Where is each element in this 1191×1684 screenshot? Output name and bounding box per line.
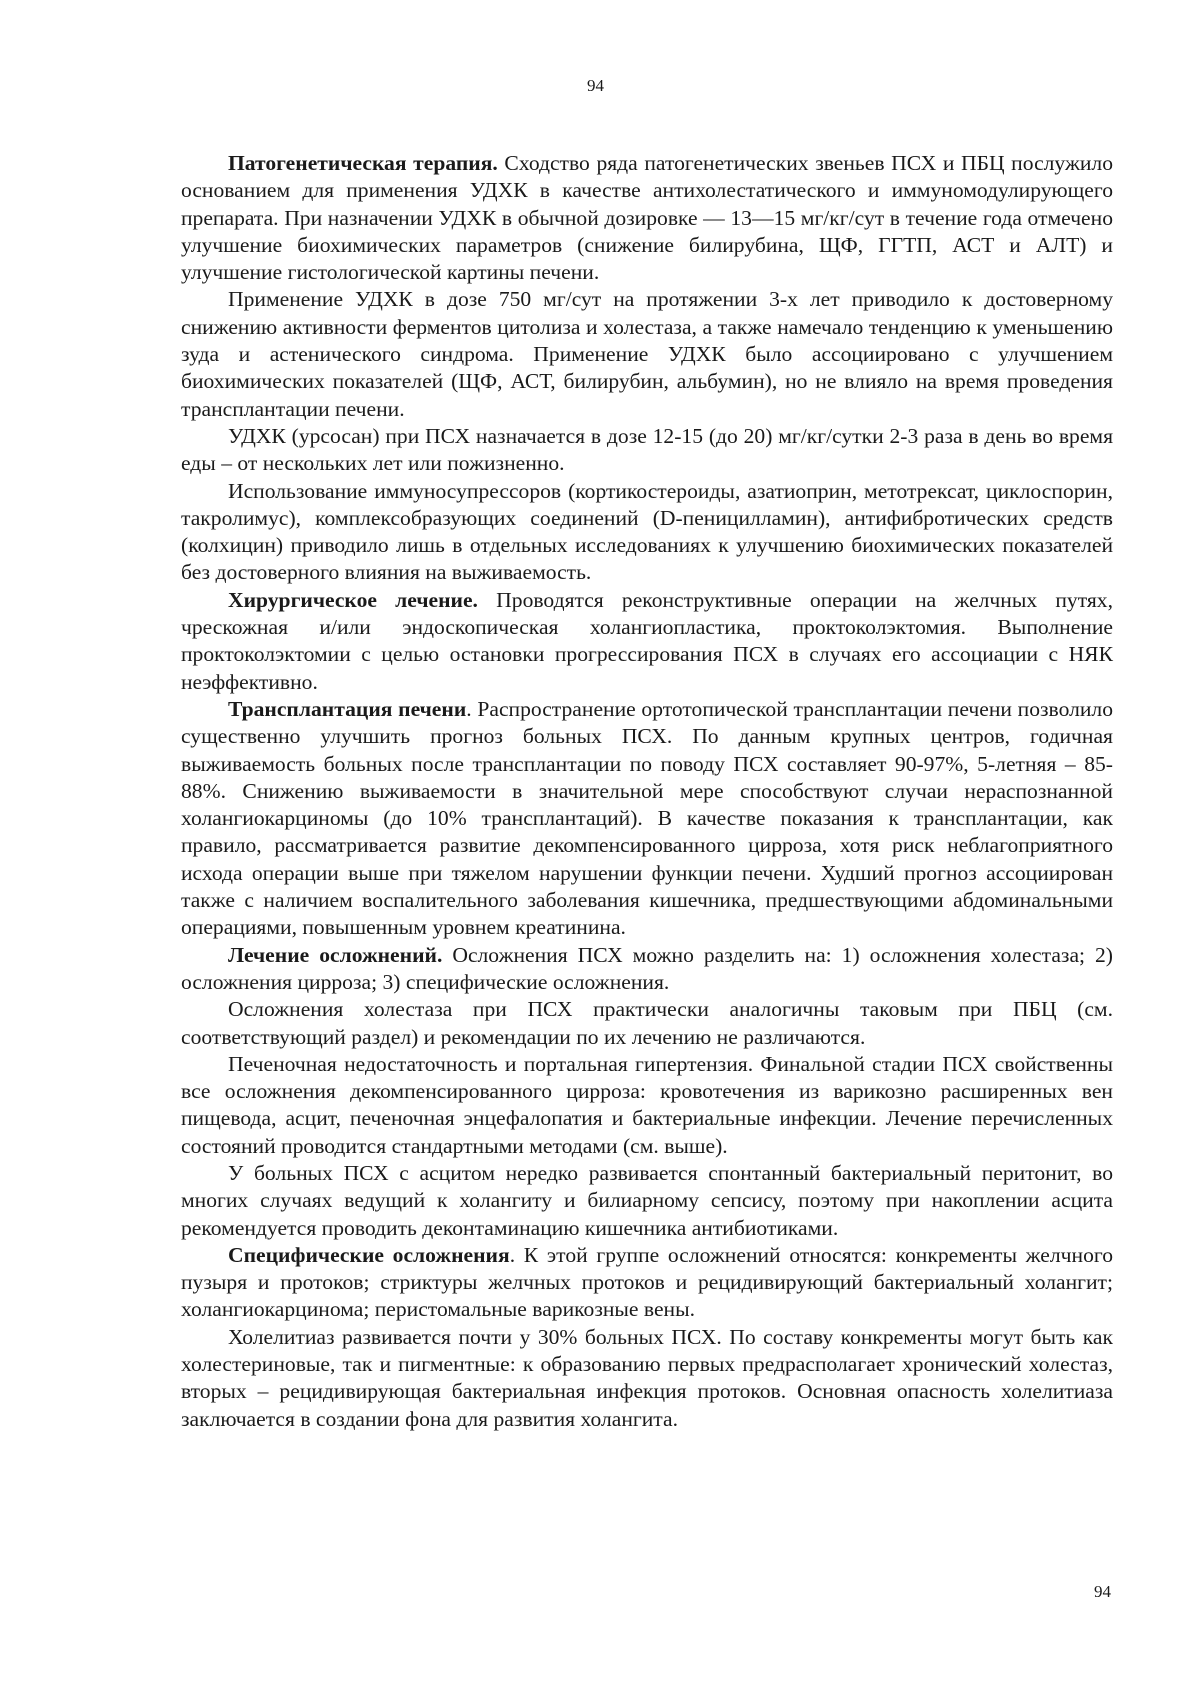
paragraph-text: . К этой группе осложнений относятся: конкременты желчного пузыря и протоков; стриктуры желчных протоков и рецидивирующий бактериальный холангит; холангиокарцинома; перистомальные варикозные вены.	[181, 1242, 1113, 1322]
paragraph-text: Осложнения холестаза при ПСХ практически аналогичны таковым при ПБЦ (см. соответствующий раздел) и рекомендации по их лечению не различаются.	[181, 997, 1113, 1049]
page-number-top: 94	[587, 76, 604, 95]
paragraph-heading: Хирургическое лечение.	[228, 587, 478, 612]
paragraph-liver-transplantation	[181, 696, 1113, 942]
paragraph-heading: Трансплантация печени	[228, 696, 467, 721]
paragraph-udca-750	[181, 286, 1113, 422]
paragraph-text: У больных ПСХ с асцитом нередко развивается спонтанный бактериальный перитонит, во многих случаях ведущий к холангиту и билиарному сепсису, поэтому при накоплении асцита рекомендуется проводить деконтаминацию кишечника антибиотиками.	[181, 1160, 1113, 1240]
paragraph-specific-complications	[181, 1242, 1113, 1324]
paragraph-text: . Распространение ортотопической трансплантации печени позволило существенно улучшить прогноз больных ПСХ. По данным крупных центров, годичная выживаемость больных после трансплантации по поводу ПСХ составляет 90-97%, 5-летняя – 85-88%. Снижению выживаемости в значительной мере способствуют случаи нераспознанной холангиокарциномы (до 10% трансплантаций). В качестве показания к трансплантации, как правило, рассматривается развитие декомпенсированного цирроза, хотя риск неблагоприятного исхода операции выше при тяжелом нарушении функции печени. Худший прогноз ассоциирован также с наличием воспалительного заболевания кишечника, предшествующими абдоминальными операциями, повышенным уровнем креатинина.	[181, 696, 1113, 940]
document-body	[181, 150, 1113, 1433]
paragraph-heading: Лечение осложнений.	[228, 942, 443, 967]
paragraph-pathogenetic-therapy	[181, 150, 1113, 286]
paragraph-text: Использование иммуносупрессоров (кортикостероиды, азатиоприн, метотрексат, циклоспорин, такролимус), комплексобразующих соединений (D-пеницилламин), антифибротических средств (колхицин) приводило лишь в отдельных исследованиях к улучшению биохимических показателей без достоверного влияния на выживаемость.	[181, 478, 1113, 585]
paragraph-text: Проводятся реконструктивные операции на желчных путях, чрескожная и/или эндоскопическая холангиопластика, проктоколэктомия. Выполнение проктоколэктомии с целью остановки прогрессирования ПСХ в случаях его ассоциации с НЯК неэффективно.	[181, 587, 1113, 694]
paragraph-peritonitis	[181, 1160, 1113, 1242]
paragraph-complications-treatment	[181, 942, 1113, 997]
paragraph-surgical-treatment	[181, 587, 1113, 696]
paragraph-text: Осложнения ПСХ можно разделить на: 1) осложнения холестаза; 2) осложнения цирроза; 3) специфические осложнения.	[181, 942, 1114, 994]
paragraph-heading: Специфические осложнения	[228, 1242, 510, 1267]
paragraph-heading: Патогенетическая терапия.	[228, 151, 498, 175]
paragraph-text: Сходство ряда патогенетических звеньев ПСХ и ПБЦ послужило основанием для применения УДХК в качестве антихолестатического и иммуномодулирующего препарата. При назначении УДХК в обычной дозировке — 13—15 мг/кг/сут в течение года отмечено улучшение биохимических параметров (снижение билирубина, ЩФ, ГГТП, АСТ и АЛТ) и улучшение гистологической картины печени.	[181, 151, 1113, 285]
paragraph-text: УДХК (урсосан) при ПСХ назначается в дозе 12-15 (до 20) мг/кг/сутки 2-3 раза в день во время еды – от нескольких лет или пожизненно.	[181, 423, 1113, 476]
paragraph-liver-failure	[181, 1051, 1113, 1160]
paragraph-cholelithiasis	[181, 1324, 1113, 1433]
paragraph-text: Холелитиаз развивается почти у 30% больных ПСХ. По составу конкременты могут быть как холестериновые, так и пигментные: к образованию первых предрасполагает хронический холестаз, вторых – рецидивирующая бактериальная инфекция протоков. Основная опасность холелитиаза заключается в создании фона для развития холангита.	[181, 1324, 1113, 1431]
paragraph-cholestasis-complications	[181, 996, 1113, 1051]
page-number-bottom: 94	[1094, 1582, 1111, 1601]
paragraph-text: Печеночная недостаточность и портальная гипертензия. Финальной стадии ПСХ свойственны все осложнения декомпенсированного цирроза: кровотечения из варикозно расширенных вен пищевода, асцит, печеночная энцефалопатия и бактериальные инфекции. Лечение перечисленных состояний проводится стандартными методами (см. выше).	[181, 1051, 1113, 1158]
paragraph-immunosuppressors	[181, 478, 1113, 587]
paragraph-ursosan-dose	[181, 423, 1113, 478]
paragraph-text: Применение УДХК в дозе 750 мг/сут на протяжении 3-х лет приводило к достоверному снижению активности ферментов цитолиза и холестаза, а также намечало тенденцию к уменьшению зуда и астенического синдрома. Применение УДХК было ассоциировано с улучшением биохимических показателей (ЩФ, АСТ, билирубин, альбумин), но не влияло на время проведения трансплантации печени.	[181, 287, 1113, 421]
